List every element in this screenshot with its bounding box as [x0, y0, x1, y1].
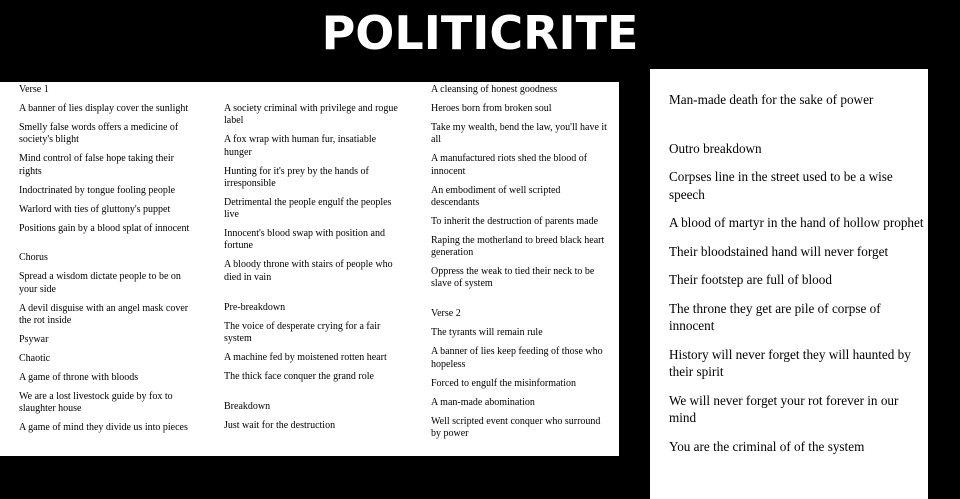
video-title: POLITICRITE	[321, 6, 639, 60]
section-heading: Verse 2	[431, 308, 461, 320]
lyric-line: The throne they get are pile of corpse of innocent	[669, 300, 881, 333]
lyrics-page-left	[0, 82, 619, 456]
lyrics-page-right	[650, 69, 928, 499]
lyric-line: Their footstep are full of blood	[669, 272, 832, 287]
lyric-line: A devil disguise with an angel mask cover the rot inside	[19, 302, 189, 327]
lyric-line: Positions gain by a blood splat of innocent	[19, 222, 190, 234]
lyric-line: Their bloodstained hand will never forget	[669, 243, 889, 259]
lyric-line: Chaotic	[19, 353, 51, 365]
section-heading: Pre-breakdown	[224, 301, 286, 313]
lyric-line: To inherit the destruction of parents made	[431, 215, 599, 227]
section-heading: Chorus	[19, 252, 48, 264]
section-heading: Outro breakdown	[669, 140, 762, 156]
lyric-line: Verse 1	[19, 84, 49, 95]
section-heading: Breakdown	[224, 400, 271, 412]
lyric-line: Heroes born from broken soul	[431, 102, 552, 114]
lyric-line: Just wait for the destruction	[224, 419, 336, 431]
lyric-line: A machine fed by moistened rotten heart	[224, 351, 387, 363]
lyric-line: We will never forget your rot forever in our mind	[669, 392, 899, 425]
lyric-line: Indoctrinated by tongue fooling people	[19, 184, 176, 196]
lyric-line: A game of mind they divide us into pieces	[19, 422, 188, 434]
lyric-line: Mind control of false hope taking their rights	[19, 153, 174, 177]
lyric-line: A fox wrap with human fur, insatiable hunger	[224, 134, 377, 158]
lyric-line: A game of throne with bloods	[19, 372, 139, 383]
lyric-line: Spread a wisdom dictate people to be on your side	[19, 271, 181, 295]
lyric-line: We are a lost livestock guide by fox to slaughter house	[19, 390, 173, 415]
lyric-line: The thick face conquer the grand role	[224, 370, 374, 382]
lyric-line: Hunting for it's prey by the hands of irresponsible	[224, 165, 369, 189]
lyrics-column-3	[431, 84, 611, 447]
lyric-line: History will never forget they will haunted by their spirit	[669, 346, 911, 379]
lyric-line: Corpses line in the street used to be a wise speech	[669, 169, 893, 202]
lyric-line: Well scripted event conquer who surround by power	[431, 415, 601, 439]
lyric-line: A banner of lies keep feeding of those who hopeless	[431, 346, 603, 370]
lyric-line: A society criminal with privilege and rogue label	[224, 103, 398, 127]
lyrics-column-2	[224, 103, 404, 439]
lyric-line: You are the criminal of of the system	[669, 438, 865, 454]
lyric-line: Man-made death for the sake of power	[669, 92, 874, 107]
lyric-line: Forced to engulf the misinformation	[431, 377, 576, 389]
lyric-line: Detrimental the people engulf the peoples live	[224, 196, 392, 221]
lyric-line: Warlord with ties of gluttony's puppet	[19, 203, 171, 215]
lyric-line: Oppress the weak to tied their neck to be slave of system	[431, 266, 595, 290]
lyric-line: The voice of desperate crying for a fair system	[224, 320, 381, 344]
lyric-line: Smelly false words offers a medicine of society's blight	[19, 121, 179, 146]
lyric-line: Psywar	[19, 334, 49, 346]
lyric-line: A bloody throne with stairs of people who died in vain	[224, 259, 393, 283]
lyrics-column-1	[19, 84, 199, 441]
lyric-line: A cleansing of honest goodness	[431, 84, 558, 95]
lyric-line: Take my wealth, bend the law, you'll have it all	[431, 121, 607, 146]
lyric-line: An embodiment of well scripted descendants	[431, 184, 561, 208]
lyric-line: Innocent's blood swap with position and fortune	[224, 228, 385, 252]
lyric-line: Raping the motherland to breed black heart generation	[431, 234, 605, 259]
lyric-line: A banner of lies display cover the sunlight	[19, 102, 189, 114]
lyric-line: A blood of martyr in the hand of hollow prophet	[669, 215, 924, 230]
lyric-line: A manufactured riots shed the blood of innocent	[431, 153, 588, 177]
lyric-line: A man-made abomination	[431, 396, 535, 408]
lyric-line: The tyrants will remain rule	[431, 327, 543, 339]
lyrics-column-right	[669, 91, 927, 466]
